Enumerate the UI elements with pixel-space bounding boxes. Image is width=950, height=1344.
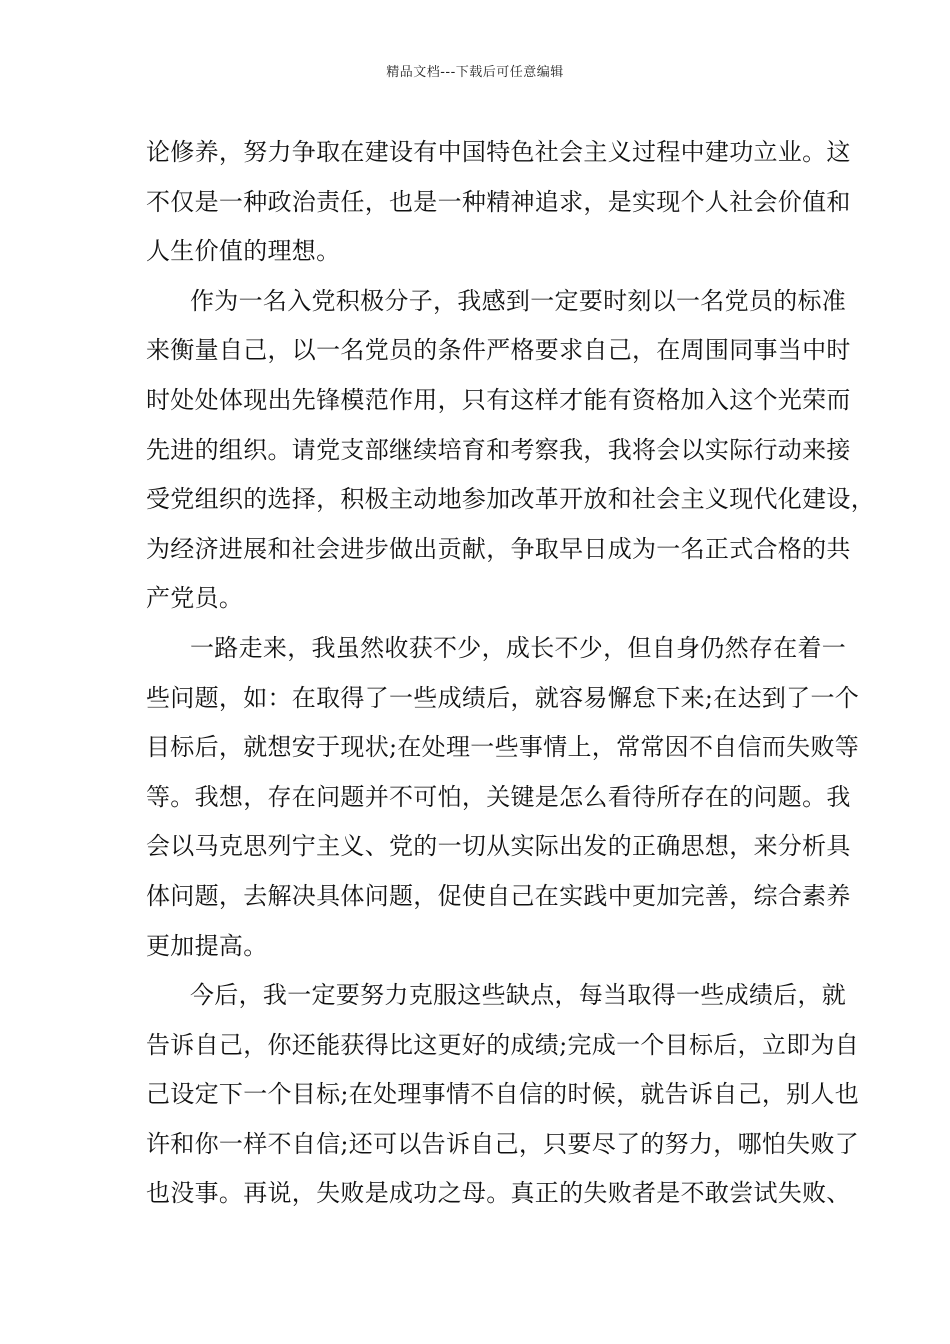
text-line: 会以马克思列宁主义、党的一切从实际出发的正确思想，来分析具 xyxy=(146,832,851,861)
text-line: 许和你一样不自信;还可以告诉自己，只要尽了的努力，哪怕失败了 xyxy=(146,1129,860,1158)
text-line: 产党员。 xyxy=(146,584,244,613)
text-line: 目标后，就想安于现状;在处理一些事情上，常常因不自信而失败等 xyxy=(146,733,860,762)
text-line: 时处处体现出先锋模范作用，只有这样才能有资格加入这个光荣而 xyxy=(146,385,851,414)
text-line: 等。我想，存在问题并不可怕，关键是怎么看待所存在的问题。我 xyxy=(146,782,851,811)
text-line: 受党组织的选择，积极主动地参加改革开放和社会主义现代化建设， xyxy=(146,485,875,514)
text-line: 更加提高。 xyxy=(146,931,268,960)
text-line: 论修养，努力争取在建设有中国特色社会主义过程中建功立业。这 xyxy=(146,138,851,166)
text-line: 告诉自己，你还能获得比这更好的成绩;完成一个目标后，立即为自 xyxy=(146,1030,860,1059)
text-line: 体问题，去解决具体问题，促使自己在实践中更加完善，综合素养 xyxy=(146,881,851,910)
paragraph-first-line: 一路走来，我虽然收获不少，成长不少，但自身仍然存在着一 xyxy=(190,633,847,662)
paragraph-first-line: 作为一名入党积极分子，我感到一定要时刻以一名党员的标准 xyxy=(190,286,847,315)
text-line: 为经济进展和社会进步做出贡献，争取早日成为一名正式合格的共 xyxy=(146,534,851,563)
text-line: 人生价值的理想。 xyxy=(146,237,341,266)
text-line: 己设定下一个目标;在处理事情不自信的时候，就告诉自己，别人也 xyxy=(146,1080,860,1109)
text-line: 先进的组织。请党支部继续培育和考察我，我将会以实际行动来接 xyxy=(146,435,851,464)
page-header: 精品文档---下载后可任意编辑 xyxy=(386,65,564,80)
text-line: 也没事。再说，失败是成功之母。真正的失败者是不敢尝试失败、 xyxy=(146,1179,851,1208)
paragraph-first-line: 今后，我一定要努力克服这些缺点，每当取得一些成绩后，就 xyxy=(190,981,847,1010)
text-line: 些问题，如：在取得了一些成绩后，就容易懈怠下来;在达到了一个 xyxy=(146,683,860,712)
text-line: 不仅是一种政治责任，也是一种精神追求，是实现个人社会价值和 xyxy=(146,187,851,216)
text-line: 来衡量自己，以一名党员的条件严格要求自己，在周围同事当中时 xyxy=(146,336,851,365)
document-body xyxy=(146,128,875,1219)
